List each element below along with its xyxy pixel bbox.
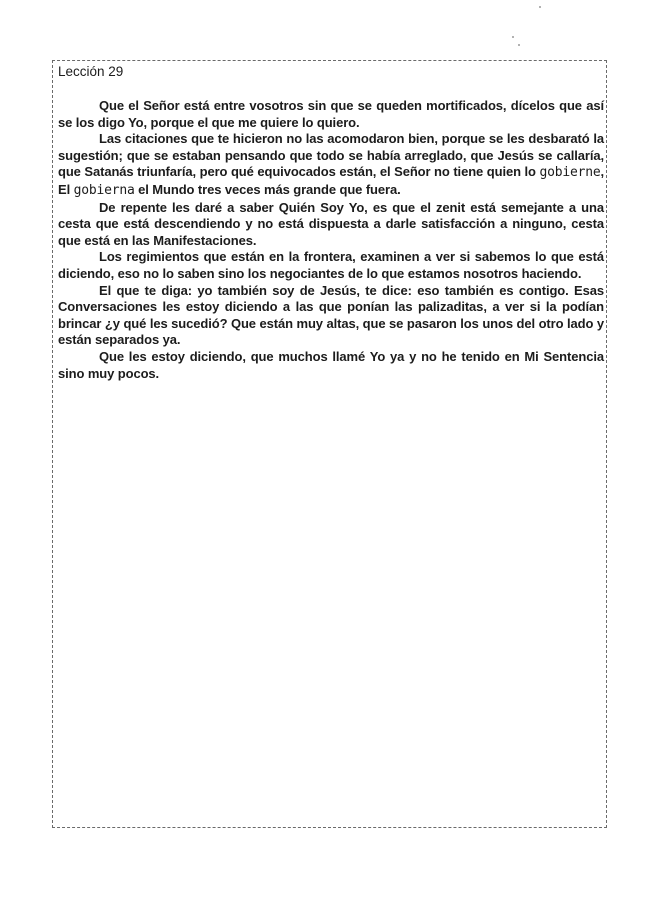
scan-speck — [539, 6, 541, 8]
scan-speck — [518, 44, 520, 46]
lesson-title: Lección 29 — [58, 64, 124, 79]
scan-speck — [512, 36, 514, 38]
document-body — [58, 64, 604, 382]
paragraph — [58, 249, 604, 282]
lesson-text — [58, 98, 604, 382]
paragraph-text: , El — [58, 164, 604, 197]
paragraph-text: Que les estoy diciendo, que muchos llamé Yo ya y no he tenido en Mi Sentencia sino muy pocos. — [58, 348, 604, 381]
paragraph-text: Los regimientos que están en la frontera, examinen a ver si sabemos lo que está diciendo, eso no lo saben sino los negociantes de lo que estamos nosotros haciendo. — [58, 249, 604, 281]
paragraph-text: De repente les daré a saber Quién Soy Yo, es que el zenit está semejante a una cesta que está descendiendo y no está dispuesta a darle satisfacción a ninguno, cesta que está en las Manifestaciones. — [58, 199, 604, 248]
paragraph-text: Las citaciones que te hicieron no las acomodaron bien, porque se les desbarató la sugestión; que se estaban pensando que todo se había arreglado, que Jesús se callaría, que Satanás triunfaría, pero qué equivocados están, el Señor no tiene quien lo — [58, 131, 604, 180]
paragraph — [58, 200, 604, 250]
paragraph — [58, 131, 604, 199]
paragraph-text: Que el Señor está entre vosotros sin que se queden mortificados, dícelos que así se los digo Yo, porque el que me quiere lo quiero. — [58, 98, 604, 130]
typed-word: gobierna — [73, 182, 135, 198]
paragraph — [58, 98, 604, 131]
paragraph-text: El que te diga: yo también soy de Jesús, te dice: eso también es contigo. Esas Conversaciones les estoy diciendo a las que ponían las palizaditas, a ver si la podían brincar ¿y qué les sucedió? Que están muy altas, que se pasaron los unos del otro lado y están separados ya. — [58, 282, 604, 348]
typed-word: gobierne — [539, 165, 601, 181]
paragraph — [58, 349, 604, 382]
paragraph-text: el Mundo tres veces más grande que fuera. — [134, 181, 401, 197]
paragraph — [58, 283, 604, 349]
